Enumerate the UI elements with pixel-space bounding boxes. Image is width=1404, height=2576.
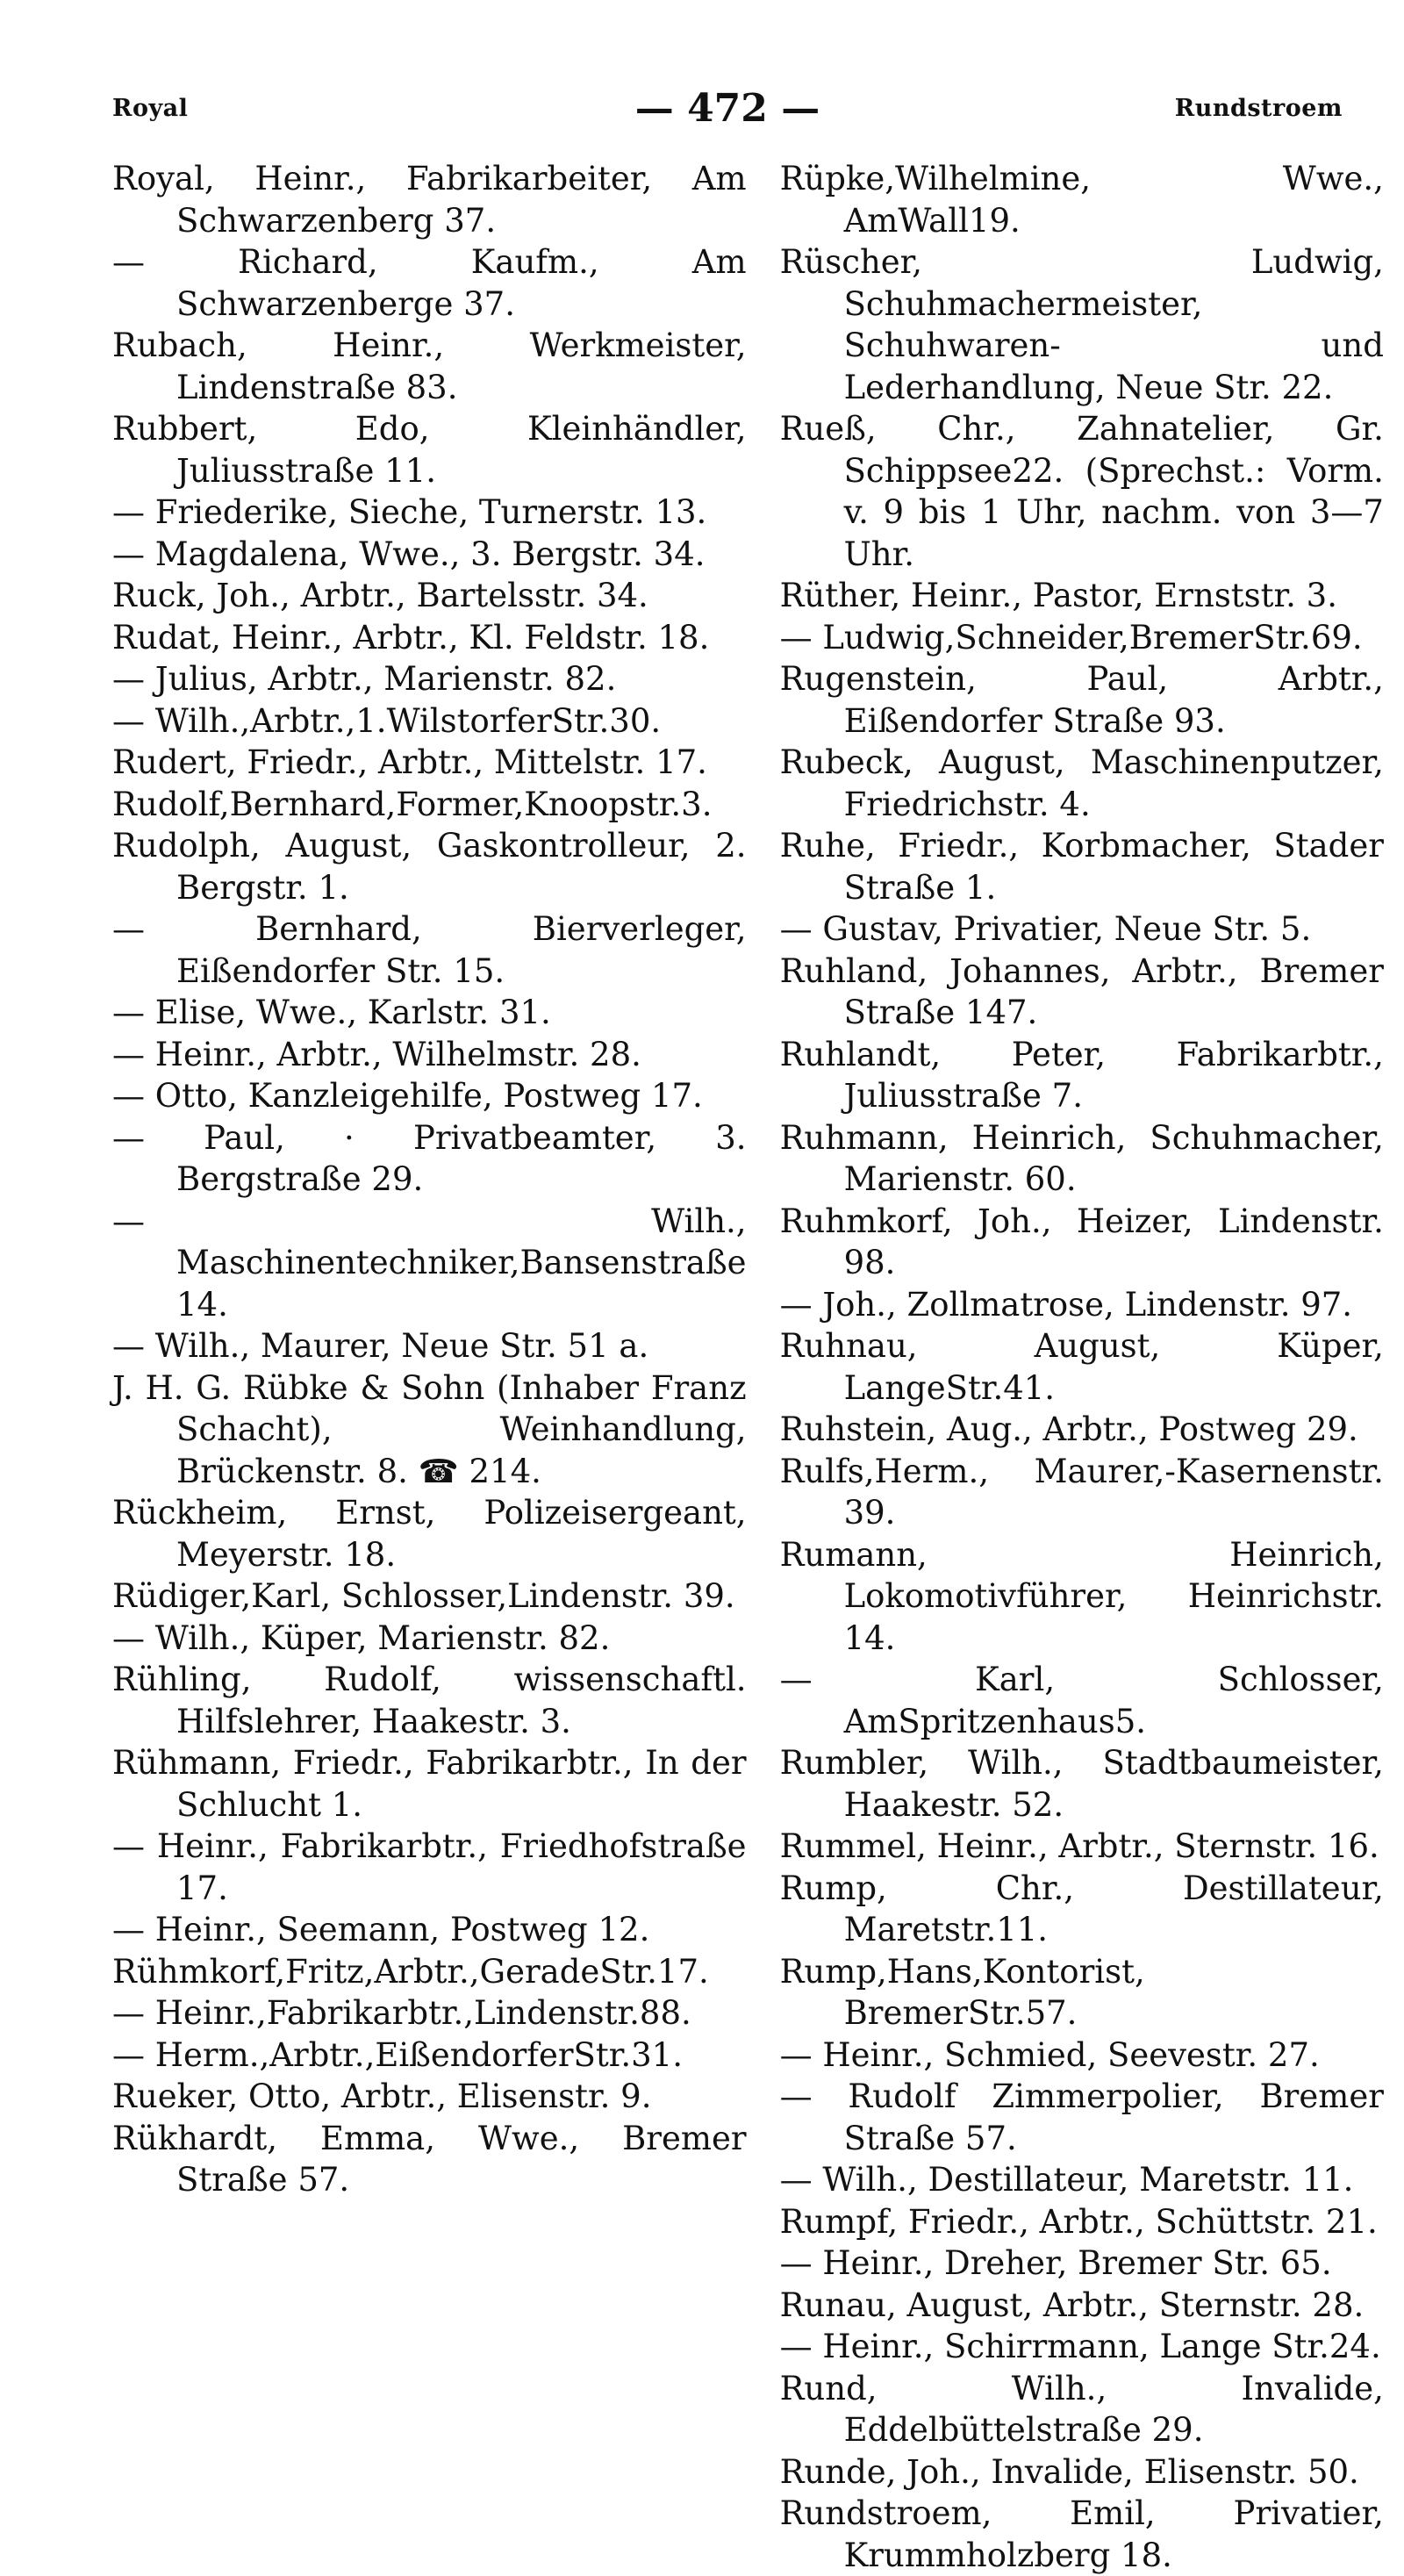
directory-entry: Rumbler, Wilh., Stadtbaumeister, Haakestr. 52.: [779, 1744, 1384, 1824]
directory-entry: Rund, Wilh., Invalide, Eddelbüttelstraße 29.: [779, 2369, 1384, 2449]
left-column: [112, 158, 763, 2212]
directory-entry: Runde, Joh., Invalide, Elisenstr. 50.: [779, 2452, 1359, 2491]
directory-entry: Rundstroem, Emil, Privatier, Krummholzberg 18.: [779, 2494, 1384, 2574]
directory-entry: Ruhmann, Heinrich, Schuhmacher, Marienstr. 60.: [779, 1118, 1384, 1198]
directory-entry: Rumann, Heinrich, Lokomotivführer, Heinrichstr. 14.: [779, 1535, 1384, 1657]
directory-entry: Runau, August, Arbtr., Sternstr. 28.: [779, 2285, 1365, 2324]
directory-entry: — Ludwig,Schneider,BremerStr.69.: [779, 618, 1363, 657]
directory-entry: — Wilh., Destillateur, Maretstr. 11.: [779, 2161, 1354, 2199]
directory-entry: Ruhlandt, Peter, Fabrikarbtr., Juliusstraße 7.: [779, 1035, 1384, 1115]
directory-entry: Rummel, Heinr., Arbtr., Sternstr. 16.: [779, 1827, 1379, 1865]
directory-entry: Rubach, Heinr., Werkmeister, Lindenstraße 83.: [112, 326, 747, 406]
directory-entry: Ruhnau, August, Küper, LangeStr.41.: [779, 1327, 1384, 1407]
directory-entry: Rump,Hans,Kontorist, BremerStr.57.: [779, 1952, 1145, 2032]
directory-entry: — Richard, Kaufm., Am Schwarzenberge 37.: [112, 243, 747, 323]
directory-entry: Rüther, Heinr., Pastor, Ernststr. 3.: [779, 577, 1337, 614]
directory-entry: Rükhardt, Emma, Wwe., Bremer Straße 57.: [112, 2119, 747, 2199]
directory-entry: — Karl, Schlosser, AmSpritzenhaus5.: [779, 1661, 1384, 1740]
directory-entry: — Otto, Kanzleigehilfe, Postweg 17.: [112, 1077, 703, 1115]
directory-entry: — Wilh., Küper, Marienstr. 82.: [112, 1618, 611, 1657]
directory-entry: — Heinr., Fabrikarbtr., Friedhofstraße 17.: [112, 1827, 747, 1907]
directory-entry: Ruhe, Friedr., Korbmacher, Stader Straße 1.: [779, 827, 1384, 907]
page-header: [112, 77, 1343, 139]
header-right-keyword: Rundstroem: [1174, 94, 1343, 122]
directory-entry: — Wilh., Maschinentechniker,Bansenstraße 14.: [112, 1202, 747, 1324]
directory-entry: — Rudolf Zimmerpolier, Bremer Straße 57.: [779, 2077, 1384, 2157]
directory-entry: — Bernhard, Bierverleger, Eißendorfer Str. 15.: [112, 910, 747, 990]
page-number: — 472 —: [634, 86, 820, 131]
directory-columns: [112, 158, 1384, 2574]
directory-entry: Rumpf, Friedr., Arbtr., Schüttstr. 21.: [779, 2202, 1378, 2241]
directory-entry: — Heinr., Arbtr., Wilhelmstr. 28.: [112, 1035, 641, 1073]
directory-entry: Rudolph, August, Gaskontrolleur, 2. Bergstr. 1.: [112, 827, 747, 907]
directory-entry: Rühmann, Friedr., Fabrikarbtr., In der Schlucht 1.: [112, 1744, 747, 1824]
directory-entry: — Heinr., Schmied, Seevestr. 27.: [779, 2035, 1320, 2074]
directory-entry: — Magdalena, Wwe., 3. Bergstr. 34.: [112, 535, 706, 573]
directory-entry: Ruhmkorf, Joh., Heizer, Lindenstr. 98.: [779, 1202, 1384, 1281]
directory-entry: Rühling, Rudolf, wissenschaftl. Hilfslehrer, Haakestr. 3.: [112, 1661, 747, 1740]
directory-entry: — Elise, Wwe., Karlstr. 31.: [112, 994, 551, 1031]
directory-entry: Rueß, Chr., Zahnatelier, Gr. Schippsee22. (Sprechst.: Vorm. v. 9 bis 1 Uhr, nachm. von 3—7 Uhr.: [779, 410, 1384, 573]
directory-entry: — Wilh., Maurer, Neue Str. 51 a.: [112, 1327, 649, 1365]
directory-entry: Rühmkorf,Fritz,Arbtr.,GeradeStr.17.: [112, 1952, 709, 1991]
directory-entry: — Joh., Zollmatrose, Lindenstr. 97.: [779, 1285, 1353, 1324]
directory-entry: Rubbert, Edo, Kleinhändler, Juliusstraße 11.: [112, 410, 747, 490]
header-left-keyword: Royal: [112, 94, 189, 122]
directory-entry: Ruck, Joh., Arbtr., Bartelsstr. 34.: [112, 577, 648, 614]
directory-entry: Rüscher, Ludwig, Schuhmachermeister, Schuhwaren- und Lederhandlung, Neue Str. 22.: [779, 243, 1384, 406]
directory-entry: — Julius, Arbtr., Marienstr. 82.: [112, 660, 617, 698]
directory-entry: — Heinr.,Fabrikarbtr.,Lindenstr.88.: [112, 1994, 691, 2032]
directory-entry: Rudert, Friedr., Arbtr., Mittelstr. 17.: [112, 743, 707, 781]
directory-entry: Rüdiger,Karl, Schlosser,Lindenstr. 39.: [112, 1577, 735, 1615]
directory-entry: Rump, Chr., Destillateur, Maretstr.11.: [779, 1869, 1384, 1948]
directory-entry: Rüpke,Wilhelmine, Wwe., AmWall19.: [779, 160, 1384, 240]
directory-entry: Ruhland, Johannes, Arbtr., Bremer Straße 147.: [779, 951, 1384, 1031]
right-column: [763, 158, 1384, 2574]
directory-entry: Rubeck, August, Maschinenputzer, Friedrichstr. 4.: [779, 743, 1384, 823]
directory-entry: — Heinr., Schirrmann, Lange Str.24.: [779, 2328, 1381, 2365]
directory-entry: Rudat, Heinr., Arbtr., Kl. Feldstr. 18.: [112, 618, 710, 657]
directory-entry: J. H. G. Rübke & Sohn (Inhaber Franz Schacht), Weinhandlung, Brückenstr. 8. ☎ 214.: [112, 1368, 747, 1490]
directory-entry: Ruhstein, Aug., Arbtr., Postweg 29.: [779, 1410, 1358, 1448]
directory-entry: Rückheim, Ernst, Polizeisergeant, Meyerstr. 18.: [112, 1494, 747, 1574]
directory-entry: Rueker, Otto, Arbtr., Elisenstr. 9.: [112, 2077, 652, 2115]
directory-entry: Rulfs,Herm., Maurer,-Kasernenstr. 39.: [779, 1452, 1384, 1532]
directory-entry: — Paul, · Privatbeamter, 3. Bergstraße 29.: [112, 1118, 747, 1198]
directory-entry: — Heinr., Dreher, Bremer Str. 65.: [779, 2244, 1332, 2282]
directory-entry: — Gustav, Privatier, Neue Str. 5.: [779, 910, 1312, 948]
directory-entry: — Friederike, Sieche, Turnerstr. 13.: [112, 493, 707, 531]
directory-entry: — Wilh.,Arbtr.,1.WilstorferStr.30.: [112, 701, 662, 740]
directory-entry: — Herm.,Arbtr.,EißendorferStr.31.: [112, 2035, 683, 2074]
directory-entry: Rudolf,Bernhard,Former,Knoopstr.3.: [112, 785, 713, 823]
directory-entry: Rugenstein, Paul, Arbtr., Eißendorfer Straße 93.: [779, 660, 1384, 740]
directory-entry: — Heinr., Seemann, Postweg 12.: [112, 1911, 650, 1948]
directory-entry: Royal, Heinr., Fabrikarbeiter, Am Schwarzenberg 37.: [112, 160, 747, 240]
